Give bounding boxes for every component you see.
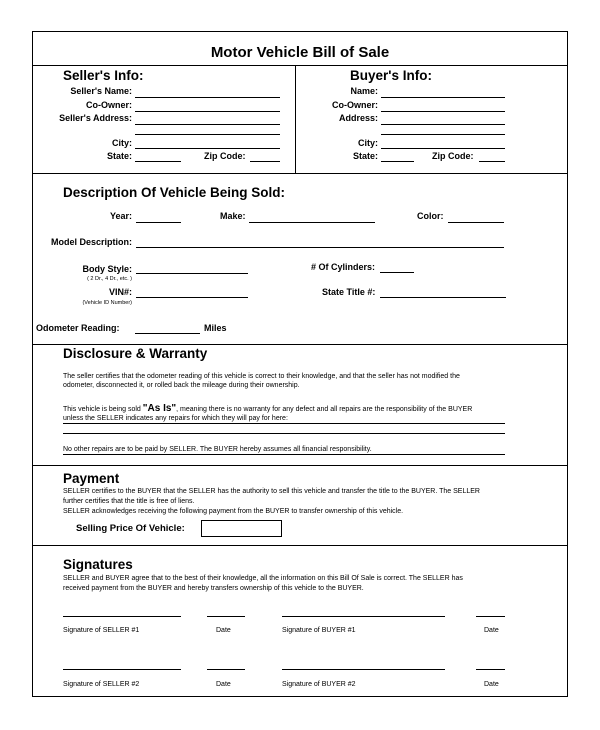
buyer2-date-line[interactable] (476, 669, 505, 670)
seller1-date-line[interactable] (207, 616, 245, 617)
seller-address-field[interactable] (135, 124, 280, 125)
seller-name-field[interactable] (135, 97, 280, 98)
repairs-field-2[interactable] (63, 433, 505, 434)
divider-vehicle (32, 344, 568, 345)
buyer-zip-field[interactable] (479, 161, 505, 162)
vehicle-cylinders-label: # Of Cylinders: (311, 262, 376, 272)
seller1-date-label: Date (216, 627, 231, 634)
disclosure-para1-line2: odometer, disconnected it, or rolled back the mileage during their ownership. (63, 382, 300, 389)
disclosure-para2-pre: This vehicle is being sold (63, 406, 141, 413)
vehicle-body-style-hint: ( 2 Dr., 4 Dr., etc. ) (87, 276, 132, 282)
disclosure-para1-line1: The seller certifies that the odometer reading of this vehicle is correct to their knowledge, and that the seller has not modified the (63, 373, 460, 380)
buyer-state-field[interactable] (381, 161, 414, 162)
payment-heading: Payment (63, 471, 120, 486)
divider-disclosure (32, 465, 568, 466)
selling-price-label: Selling Price Of Vehicle: (76, 523, 185, 534)
seller-zip-label: Zip Code: (204, 151, 246, 161)
vehicle-year-field[interactable] (136, 222, 181, 223)
vehicle-year-label: Year: (109, 211, 132, 221)
seller-state-field[interactable] (135, 161, 181, 162)
buyer1-date-line[interactable] (476, 616, 505, 617)
buyer-name-field[interactable] (381, 97, 505, 98)
signatures-heading: Signatures (63, 557, 133, 572)
buyer-state-label: State: (352, 151, 378, 161)
buyer-address-field-2[interactable] (381, 134, 505, 135)
seller-heading: Seller's Info: (63, 68, 144, 83)
divider-info (32, 173, 568, 174)
seller-name-label: Seller's Name: (70, 86, 132, 96)
seller-coowner-label: Co-Owner: (86, 100, 132, 110)
seller-city-label: City: (112, 138, 132, 148)
vehicle-make-label: Make: (220, 211, 246, 221)
vehicle-odometer-label: Odometer Reading: (36, 323, 120, 333)
vehicle-make-field[interactable] (249, 222, 375, 223)
buyer1-signature-line[interactable] (282, 616, 445, 617)
buyer-coowner-label: Co-Owner: (332, 100, 378, 110)
vehicle-cylinders-field[interactable] (380, 272, 414, 273)
payment-line3: SELLER acknowledges receiving the following payment from the BUYER to transfer ownership of this vehicle. (63, 508, 404, 515)
buyer-address-label: Address: (338, 113, 378, 123)
buyer1-date-label: Date (484, 627, 499, 634)
form-border (32, 31, 568, 697)
seller1-signature-label: Signature of SELLER #1 (63, 627, 140, 634)
form-title: Motor Vehicle Bill of Sale (210, 44, 390, 61)
vehicle-model-field[interactable] (136, 247, 504, 248)
seller-city-field[interactable] (135, 148, 280, 149)
vehicle-state-title-field[interactable] (380, 297, 506, 298)
buyer2-signature-line[interactable] (282, 669, 445, 670)
buyer-coowner-field[interactable] (381, 111, 505, 112)
payment-line2: further certifies that the title is free of liens. (63, 498, 195, 505)
seller-zip-field[interactable] (250, 161, 280, 162)
disclosure-heading: Disclosure & Warranty (63, 346, 208, 361)
disclosure-para3: No other repairs are to be paid by SELLER. The BUYER hereby assumes all financial responsibility. (63, 446, 372, 453)
seller-coowner-field[interactable] (135, 111, 280, 112)
seller-state-label: State: (106, 151, 132, 161)
as-is-label: "As Is" (142, 403, 177, 414)
buyer2-signature-label: Signature of BUYER #2 (282, 681, 356, 688)
buyer1-signature-label: Signature of BUYER #1 (282, 627, 356, 634)
buyer-heading: Buyer's Info: (350, 68, 432, 83)
buyer-city-field[interactable] (381, 148, 505, 149)
selling-price-input[interactable] (201, 520, 282, 537)
divider-title (32, 65, 568, 66)
seller2-signature-label: Signature of SELLER #2 (63, 681, 140, 688)
buyer-zip-label: Zip Code: (432, 151, 474, 161)
seller2-date-line[interactable] (207, 669, 245, 670)
vehicle-heading: Description Of Vehicle Being Sold: (63, 185, 286, 200)
seller-address-label: Seller's Address: (59, 113, 132, 123)
payment-line1: SELLER certifies to the BUYER that the SELLER has the authority to sell this vehicle and transfer the title to the BUYER. The SELLER (63, 488, 480, 495)
vehicle-miles-label: Miles (204, 323, 227, 333)
vehicle-body-style-label: Body Style: (82, 264, 132, 274)
disclosure-para2-line2: unless the SELLER indicates any repairs for which they will pay for here: (63, 415, 288, 422)
divider-payment (32, 545, 568, 546)
seller1-signature-line[interactable] (63, 616, 181, 617)
seller2-date-label: Date (216, 681, 231, 688)
disclosure-underline (63, 454, 505, 455)
vehicle-state-title-label: State Title #: (322, 287, 376, 297)
vehicle-color-field[interactable] (448, 222, 504, 223)
disclosure-para2-post: , meaning there is no warranty for any defect and all repairs are the responsibility of the BUYER (176, 406, 473, 413)
buyer2-date-label: Date (484, 681, 499, 688)
signatures-line2: received payment from the BUYER and hereby transfers ownership of this vehicle to the BUYER. (63, 585, 364, 592)
divider-seller-buyer (295, 65, 296, 173)
vehicle-vin-field[interactable] (136, 297, 248, 298)
vehicle-vin-hint: (Vehicle ID Number) (82, 300, 132, 306)
signatures-line1: SELLER and BUYER agree that to the best of their knowledge, all the information on this Bill Of Sale is correct. The SELLER has (63, 575, 463, 582)
buyer-name-label: Name: (350, 86, 378, 96)
seller2-signature-line[interactable] (63, 669, 181, 670)
seller-address-field-2[interactable] (135, 134, 280, 135)
vehicle-body-style-field[interactable] (136, 273, 248, 274)
buyer-city-label: City: (358, 138, 378, 148)
vehicle-vin-label: VIN#: (108, 287, 132, 297)
vehicle-model-label: Model Description: (50, 237, 132, 247)
repairs-field-1[interactable] (63, 423, 505, 424)
vehicle-color-label: Color: (417, 211, 444, 221)
disclosure-para2-line1 (63, 403, 472, 414)
vehicle-odometer-field[interactable] (135, 333, 200, 334)
buyer-address-field[interactable] (381, 124, 505, 125)
